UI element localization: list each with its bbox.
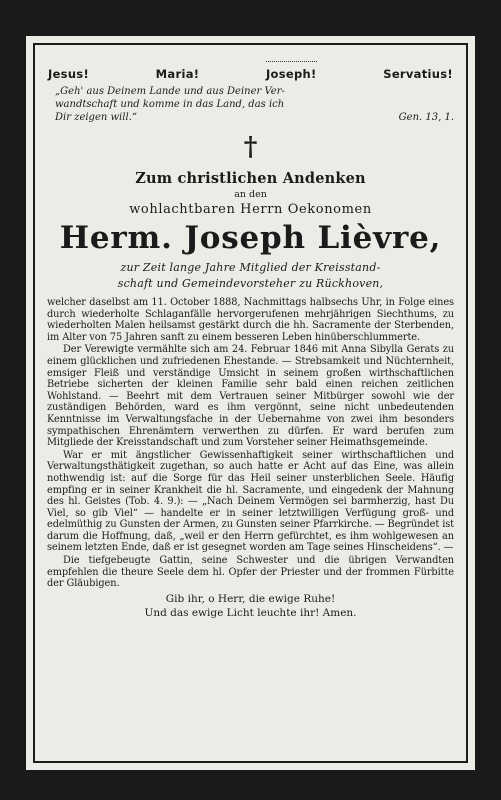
heading-an-den: an den [234, 189, 267, 200]
invocation-servatius: Servatius! [383, 67, 453, 81]
paragraph-life: Der Verewigte vermählte sich am 24. Februar 1846 mit Anna Sibylla Gerats zu einem glücklichen und zufriedenen Ehestande. — Strebsamkeit und Nüchternheit, emsiger Fleiß und verständige Umsicht in seinem großen wirthschaftlichen Betriebe sicherten der kleinen Familie sehr bald einen reichen zeitlichen Wohlstand. — Beehrt mit dem Vertrauen seiner Mitbürger sowohl wie der zuständigen Behörden, ward es ihm vergönnt, seine nicht unbedeutenden Kenntnisse im Verwaltungsfache in der Uebernahme von zwei ihm besonders sympathischen Ehrenämtern verwerthen zu dürfen. Er ward berufen zum Mitgliede der Kreisstandschaft und zum Vorsteher seiner Heimathsgemeinde. [47, 344, 454, 449]
paragraph-faith: War er mit ängstlicher Gewissenhaftigkeit seiner wirthschaftlichen und Verwaltungsthätigkeit zugethan, so auch hatte er Acht auf das Eine, was allein nothwendig ist: auf die Sorge für das Heil seiner unsterblichen Seele. Häufig empfing er in seiner Krankheit die hl. Sacramente, und eingedenk der Mahnung des hl. Geistes (Tob. 4. 9.): — „Nach Deinem Vermögen sei barmherzig, hast Du Viel, so gib Viel“ — handelte er in seiner letztwilligen Verfügung groß- und edelmüthig zu Gunsten der Armen, zu Gunsten seiner Pfarrkirche. — Begründet ist darum die Hoffnung, daß, „weil er den Herrn gefürchtet, es ihm wohlgewesen an seinem letzten Ende, daß er ist gesegnet worden am Tage seines Hinscheidens“. — [47, 449, 454, 554]
black-border-frame [33, 43, 468, 763]
prayer-line-2: Und das ewige Licht leuchte ihr! Amen. [144, 606, 357, 619]
invocation-row [47, 67, 454, 81]
invocation-jesus: Jesus! [48, 67, 89, 81]
memorial-card [26, 36, 475, 770]
closing-prayer [47, 592, 454, 620]
paragraph-death: welcher daselbst am 11. October 1888, Nachmittags halbsechs Uhr, in Folge eines durch wiederholte Schlaganfälle hervorgerufenen mehrjährigen Siechthums, zu wiederholten Malen heilsamst gestärkt durch die hh. Sacramente der Sterbenden, im Alter von 75 Jahren sanft zu einem besseren Leben hinüberschlummerte. [47, 297, 454, 343]
memorial-text [47, 297, 454, 590]
quote-line-3 [55, 111, 454, 124]
prayer-line-1: Gib ihr, o Herr, die ewige Ruhe! [165, 592, 336, 605]
paragraph-family: Die tiefgebeugte Gattin, seine Schwester und die übrigen Verwandten empfehlen die theure Seele dem hl. Opfer der Priester und der frommen Fürbitte der Gläubigen. [47, 555, 454, 590]
invocation-maria: Maria! [155, 67, 200, 81]
heading-title: wohlachtbaren Herrn Oekonomen [129, 202, 372, 217]
quote-line-1: „Geh' aus Deinem Lande und aus Deiner Ver- [55, 86, 285, 97]
invocation-joseph: Joseph! [265, 67, 317, 81]
quote-line-3-text: Dir zeigen will.“ [55, 112, 137, 123]
heading-in-memoriam: Zum christlichen Andenken [135, 170, 366, 187]
bible-quote [55, 85, 454, 124]
subtitle-line-1: zur Zeit lange Jahre Mitglied der Kreisstand- [120, 261, 381, 274]
cross-icon: † [243, 132, 258, 162]
subtitle-line-2: schaft und Gemeindevorsteher zu Rückhoven, [117, 277, 384, 290]
deceased-subtitle [47, 260, 454, 292]
deceased-name: Herm. Joseph Lièvre, [59, 220, 442, 256]
quote-line-2: wandtschaft und komme in das Land, das ich [55, 99, 285, 110]
quote-reference: Gen. 13, 1. [398, 112, 454, 123]
